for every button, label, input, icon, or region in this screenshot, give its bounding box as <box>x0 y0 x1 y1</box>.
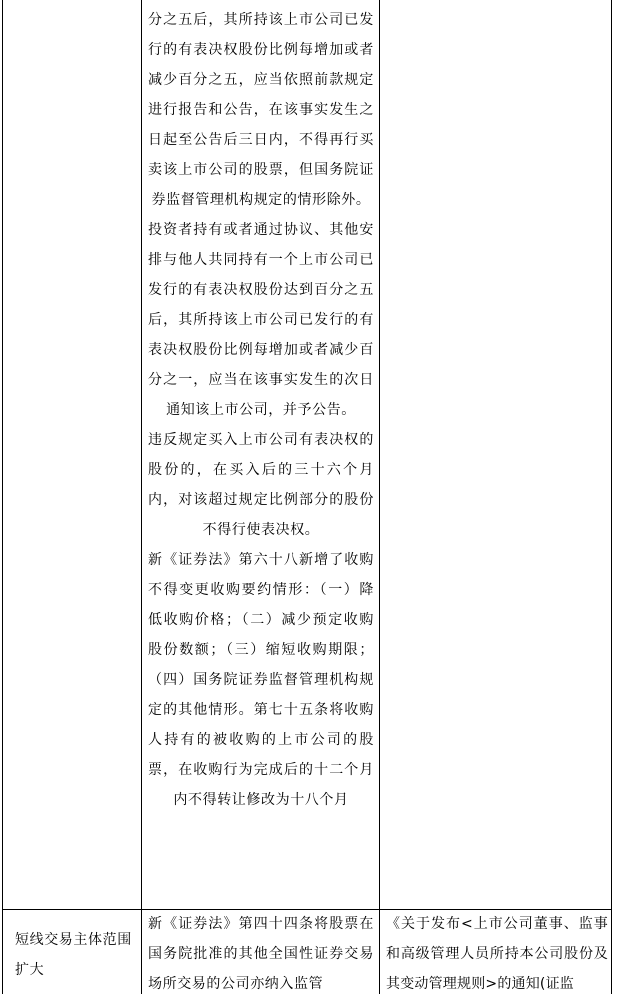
paragraph-short-swing-scope: 新《证券法》第四十四条将股票在国务院批准的其他全国性证券交易场所交易的公司亦纳入监管 <box>148 916 374 992</box>
paragraph-disclosure-one-percent: 投资者持有或者通过协议、其他安排与他人共同持有一个上市公司已发行的有表决权股份达到百分之五后，其所持该上市公司已发行的有表决权股份比例每增加或者减少百分之一，应当在该事实发生的次日通知该上市公司，并予公告。 <box>148 222 374 418</box>
lower-row-right-cell <box>386 909 608 994</box>
upper-row-right-cell <box>380 0 611 909</box>
upper-row-label-cell <box>3 0 141 909</box>
row-label-short-swing-trading: 短线交易主体范围扩大 <box>15 932 132 978</box>
upper-row-content-cell <box>148 5 374 909</box>
table-border-right <box>611 0 612 994</box>
column-divider-1 <box>141 0 142 994</box>
paragraph-csrc-notice: 《关于发布<上市公司董事、监事和高级管理人员所持本公司股份及其变动管理规则>的通知(证监 <box>386 916 608 992</box>
paragraph-disclosure-five-percent: 分之五后，其所持该上市公司已发行的有表决权股份比例每增加或者减少百分之五，应当依照前款规定进行报告和公告，在该事实发生之日起至公告后三日内，不得再行买卖该上市公司的股票，但国务院证券监督管理机构规定的情形除外。 <box>148 12 374 208</box>
lower-row-content-cell <box>148 909 374 994</box>
paragraph-voting-rights-restriction: 违反规定买入上市公司有表决权的股份的，在买入后的三十六个月内，对该超过规定比例部分的股份不得行使表决权。 <box>148 432 374 538</box>
lower-row-label-cell <box>15 925 135 994</box>
paragraph-tender-offer-changes: 新《证券法》第六十八新增了收购不得变更收购要约情形：（一）降低收购价格；（二）减少预定收购股份数额；（三）缩短收购期限；（四）国务院证券监督管理机构规定的其他情形。第七十五条将收购人持有的被收购的上市公司的股票，在收购行为完成后的十二个月内不得转让修改为十八个月 <box>148 552 374 808</box>
